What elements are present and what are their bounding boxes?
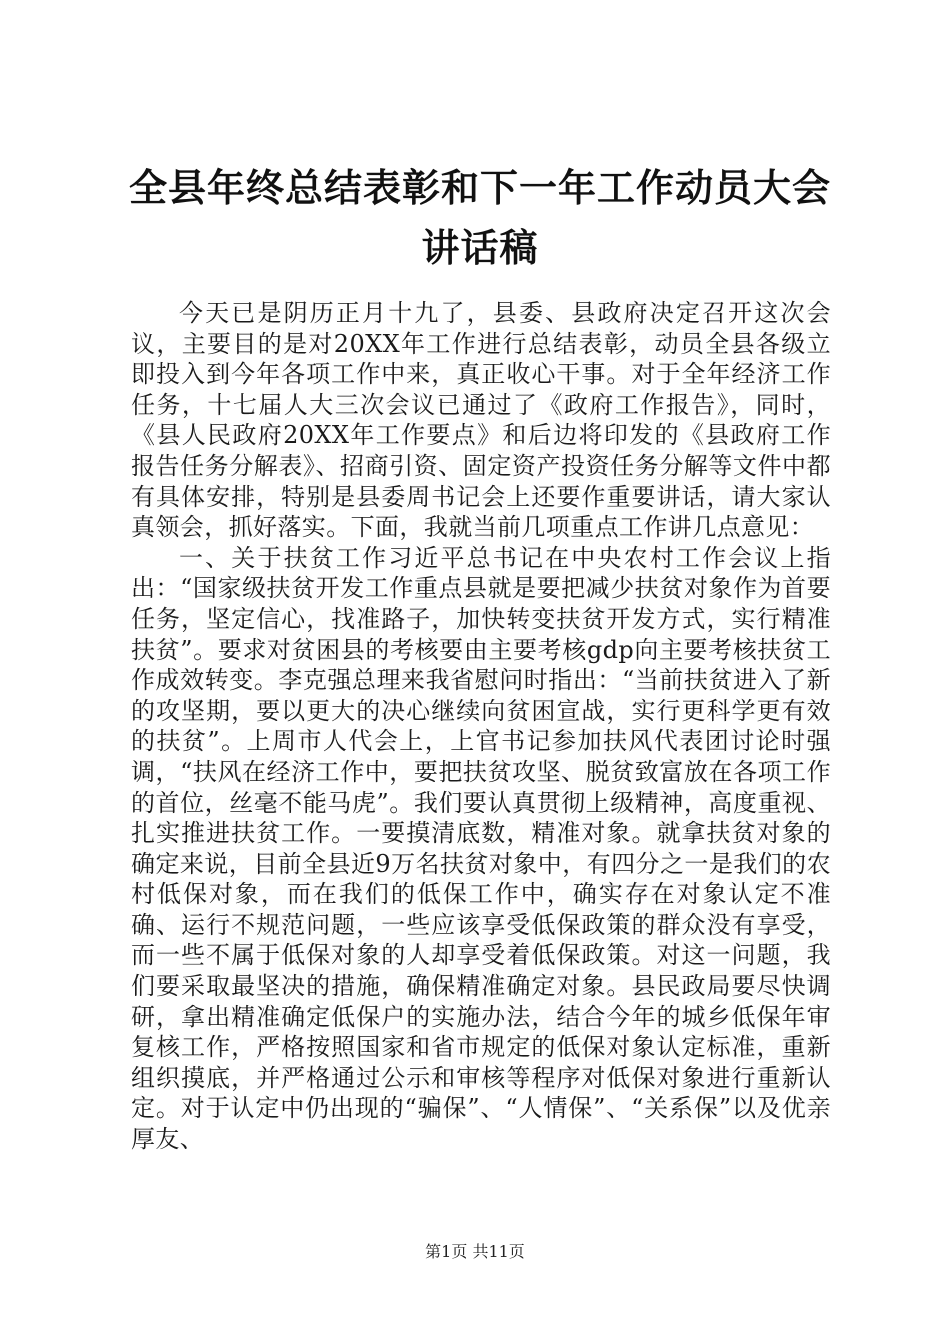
page-number-footer: 第1页 共11页 xyxy=(425,1242,525,1261)
paragraph-intro: 今天已是阴历正月十九了，县委、县政府决定召开这次会议，主要目的是对20XX年工作进行总结表彰，动员全县各级立即投入到今年各项工作中来，真正收心干事。对于全年经济工作任务，十七届人大三次会议已通过了《政府工作报告》，同时，《县人民政府20XX年工作要点》和后边将印发的《县政府工作报告任务分解表》、招商引资、固定资产投资任务分解等文件中都有具体安排，特别是县委周书记会上还要作重要讲话，请大家认真领会，抓好落实。下面，我就当前几项重点工作讲几点意见： xyxy=(131,299,831,542)
paragraph-poverty-alleviation: 一、关于扶贫工作习近平总书记在中央农村工作会议上指出：“国家级扶贫开发工作重点县就是要把减少扶贫对象作为首要任务，坚定信心，找准路子，加快转变扶贫开发方式，实行精准扶贫”。要求对贫困县的考核要由主要考核gdp向主要考核扶贫工作成效转变。李克强总理来我省慰问时指出：“当前扶贫进入了新的攻坚期，要以更大的决心继续向贫困宣战，实行更科学更有效的扶贫”。上周市人代会上，上官书记参加扶风代表团讨论时强调，“扶风在经济工作中，要把扶贫攻坚、脱贫致富放在各项工作的首位，丝毫不能马虎”。我们要认真贯彻上级精神，高度重视、扎实推进扶贫工作。一要摸清底数，精准对象。就拿扶贫对象的确定来说，目前全县近9万名扶贫对象中，有四分之一是我们的农村低保对象，而在我们的低保工作中，确实存在对象认定不准确、运行不规范问题，一些应该享受低保政策的群众没有享受，而一些不属于低保对象的人却享受着低保政策。对这一问题，我们要采取最坚决的措施，确保精准确定对象。县民政局要尽快调研，拿出精准确定低保户的实施办法，结合今年的城乡低保年审复核工作，严格按照国家和省市规定的低保对象认定标准，重新组织摸底，并严格通过公示和审核等程序对低保对象进行重新认定。对于认定中仍出现的“骗保”、“人情保”、“关系保”以及优亲厚友、 xyxy=(131,543,831,1154)
document-body xyxy=(131,298,831,1155)
document-title: 全县年终总结表彰和下一年工作动员大会讲话稿 xyxy=(128,166,831,270)
